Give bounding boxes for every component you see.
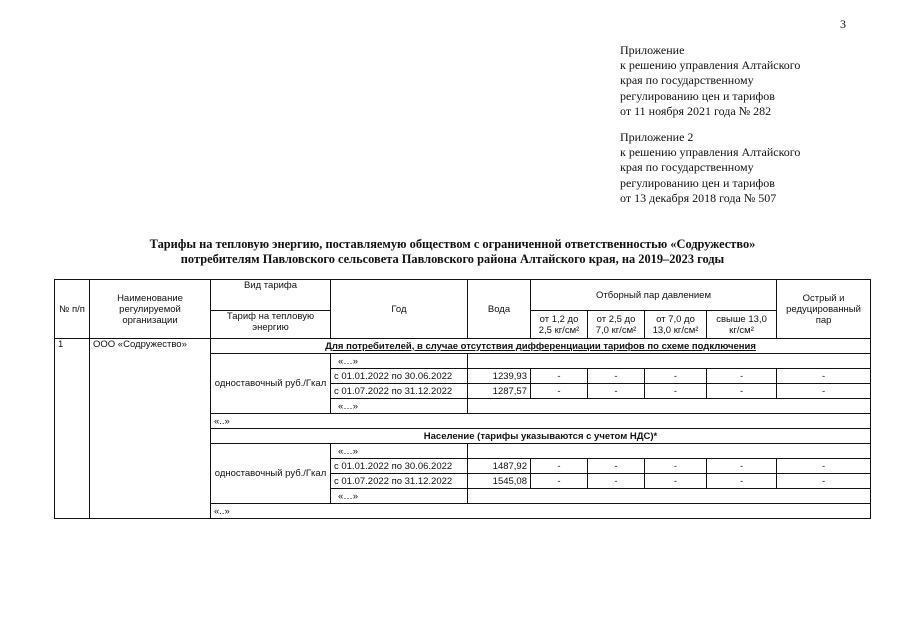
water-value: 1487,92: [468, 459, 531, 474]
appendix-1-line: регулированию цен и тарифов: [620, 88, 775, 103]
appendix-1-line: от 11 ноября 2021 года № 282: [620, 103, 772, 118]
table-header-row: [55, 280, 871, 311]
steam-4-value: -: [707, 384, 777, 399]
header-steam-3: от 7,0 до 13,0 кг/см²: [645, 311, 707, 339]
tariffs-table: [54, 279, 871, 519]
sharp-steam-value: -: [777, 384, 871, 399]
steam-3-value: -: [645, 384, 707, 399]
steam-4-value: -: [707, 459, 777, 474]
ellipsis-cell: «…»: [331, 489, 468, 504]
appendix-1-note: [620, 43, 890, 119]
header-steam-2: от 2,5 до 7,0 кг/см²: [588, 311, 645, 339]
header-tariff-type: Вид тарифа: [211, 280, 331, 311]
steam-1-value: -: [531, 459, 588, 474]
page-number: 3: [840, 17, 846, 31]
appendix-1-line: края по государственному: [620, 73, 754, 88]
ellipsis-cell: «…»: [331, 444, 468, 459]
header-steam-4: свыше 13,0 кг/см²: [707, 311, 777, 339]
period-cell: с 01.07.2022 по 31.12.2022: [331, 384, 468, 399]
header-tariff-sub: Тариф на тепловую энергию: [211, 311, 331, 339]
steam-2-value: -: [588, 474, 645, 489]
table-row: [55, 339, 871, 354]
tariff-type-label: одноставочный руб./Гкал: [211, 354, 331, 414]
ellipsis-short-cell: «..»: [211, 414, 871, 429]
steam-3-value: -: [645, 369, 707, 384]
sharp-steam-value: -: [777, 369, 871, 384]
steam-4-value: -: [707, 474, 777, 489]
steam-3-value: -: [645, 474, 707, 489]
header-water: Вода: [468, 280, 531, 339]
header-num: № п/п: [55, 280, 90, 339]
period-cell: с 01.07.2022 по 31.12.2022: [331, 474, 468, 489]
document-title-line-2: потребителям Павловского сельсовета Павловского района Алтайского края, на 2019–2023 годы: [180, 252, 725, 266]
ellipsis-short-cell: «..»: [211, 504, 871, 519]
appendix-2-line: от 13 декабря 2018 года № 507: [620, 190, 777, 205]
steam-2-value: -: [588, 369, 645, 384]
water-value: 1545,08: [468, 474, 531, 489]
empty-cell: [468, 444, 871, 459]
period-cell: с 01.01.2022 по 30.06.2022: [331, 369, 468, 384]
appendix-1-line: к решению управления Алтайского: [620, 58, 801, 73]
ellipsis-cell: «…»: [331, 399, 468, 414]
sharp-steam-value: -: [777, 459, 871, 474]
water-value: 1287,57: [468, 384, 531, 399]
ellipsis-cell: «…»: [331, 354, 468, 369]
appendix-2-note: [620, 130, 890, 206]
steam-1-value: -: [531, 384, 588, 399]
steam-2-value: -: [588, 459, 645, 474]
header-steam-1: от 1,2 до 2,5 кг/см²: [531, 311, 588, 339]
empty-cell: [468, 489, 871, 504]
row-number: 1: [55, 339, 90, 519]
header-sharp-steam: Острый и редуцированный пар: [777, 280, 871, 339]
appendix-2-line: к решению управления Алтайского: [620, 145, 801, 160]
section-heading: Для потребителей, в случае отсутствия дифференциации тарифов по схеме подключения: [211, 339, 871, 354]
water-value: 1239,93: [468, 369, 531, 384]
empty-cell: [468, 354, 871, 369]
document-title-line-1: Тарифы на тепловую энергию, поставляемую обществом с ограниченной ответственностью «Содружество»: [149, 237, 756, 251]
steam-2-value: -: [588, 384, 645, 399]
header-org: Наименование регулируемой организации: [90, 280, 211, 339]
steam-4-value: -: [707, 369, 777, 384]
steam-1-value: -: [531, 474, 588, 489]
steam-3-value: -: [645, 459, 707, 474]
steam-1-value: -: [531, 369, 588, 384]
appendix-2-line: Приложение 2: [620, 130, 694, 144]
empty-cell: [468, 399, 871, 414]
header-steam: Отборный пар давлением: [531, 280, 777, 311]
sharp-steam-value: -: [777, 474, 871, 489]
section-heading: Население (тарифы указываются с учетом НДС)*: [211, 429, 871, 444]
appendix-2-line: края по государственному: [620, 160, 754, 175]
period-cell: с 01.01.2022 по 30.06.2022: [331, 459, 468, 474]
appendix-1-line: Приложение: [620, 43, 685, 57]
appendix-2-line: регулированию цен и тарифов: [620, 175, 775, 190]
header-year: Год: [331, 280, 468, 339]
tariff-type-label: одноставочный руб./Гкал: [211, 444, 331, 504]
org-name: ООО «Содружество»: [90, 339, 211, 519]
